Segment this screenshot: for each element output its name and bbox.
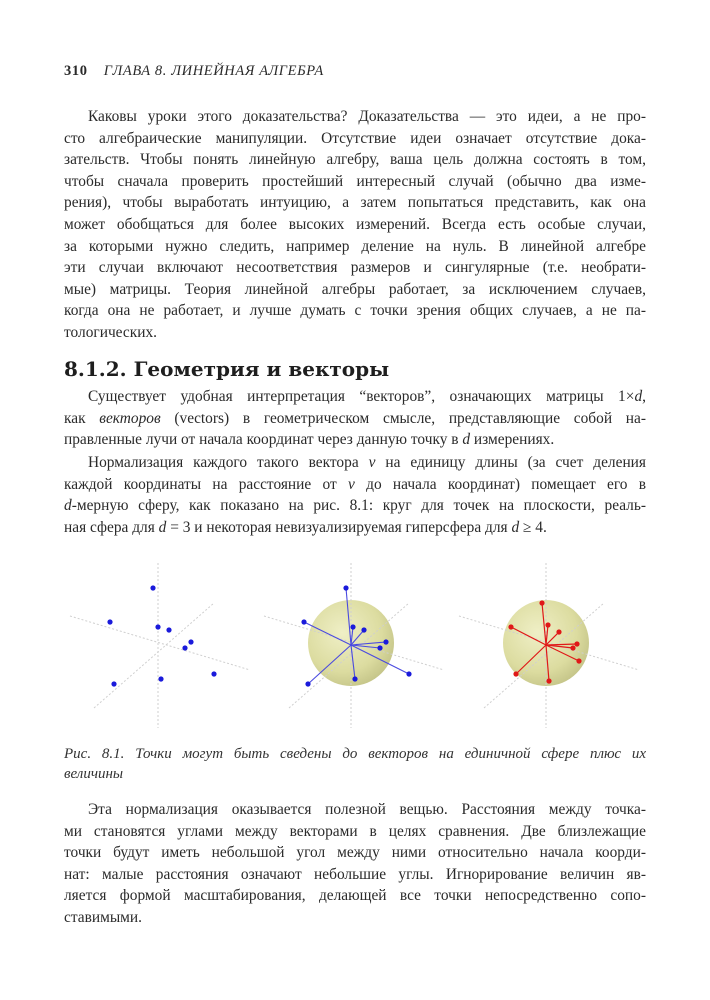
text-run: (vectors) в геометрическом смысле, представляющие собой на- bbox=[160, 409, 646, 427]
emphasis-term: векторов bbox=[99, 409, 161, 427]
text-line: тологических. bbox=[64, 323, 157, 341]
data-point bbox=[546, 678, 551, 683]
panel-normalized-on-sphere bbox=[459, 563, 639, 728]
figure-8-1 bbox=[64, 548, 646, 738]
data-point bbox=[352, 676, 357, 681]
caption-line: Рис. 8.1. Точки могут быть сведены до векторов на единичной сфере плюс их bbox=[64, 746, 646, 762]
text-line: Каковы уроки этого доказательства? Доказательства — это идеи, а не про- bbox=[88, 108, 646, 125]
text-run: до начала координат) помещает его в bbox=[354, 475, 647, 493]
text-line bbox=[64, 452, 646, 474]
data-point bbox=[305, 681, 310, 686]
text-line bbox=[64, 386, 646, 408]
text-run: ная сфера для bbox=[64, 518, 159, 536]
text-line: Эта нормализация оказывается полезной вещью. Расстояния между точка- bbox=[88, 801, 646, 818]
panel-raw-points bbox=[70, 563, 250, 728]
text-line: сто алгебраические манипуляции. Отсутствие идеи означает отсутствие дока- bbox=[64, 129, 646, 147]
text-line: нат: малые расстояния означают небольшие углы. Игнорирование величин яв- bbox=[64, 865, 646, 883]
text-line bbox=[64, 495, 646, 517]
data-point bbox=[211, 671, 216, 676]
data-point bbox=[377, 645, 382, 650]
data-point bbox=[158, 676, 163, 681]
math-variable: d bbox=[462, 431, 471, 449]
data-point bbox=[155, 624, 160, 629]
text-line: эти случаи включают несоответствия размеров и сингулярные (т.е. необрати- bbox=[64, 259, 646, 277]
paragraph-vector-interpretation bbox=[64, 386, 646, 451]
text-run: -мерную сферу, как показано на рис. 8.1: круг для точек на плоскости, реаль- bbox=[71, 497, 646, 515]
text-line: ставимыми. bbox=[64, 908, 142, 926]
data-point bbox=[545, 622, 550, 627]
data-point bbox=[556, 629, 561, 634]
text-line: точки будут иметь небольшой угол между ними относительно начала коорди- bbox=[64, 844, 646, 862]
text-run: = 3 и некоторая невизуализируемая гиперсфера для bbox=[166, 518, 512, 536]
figure-caption bbox=[64, 744, 646, 784]
panel-vectors-with-sphere bbox=[264, 563, 444, 728]
text-run: измерениях. bbox=[470, 431, 555, 449]
axis-line bbox=[70, 616, 250, 670]
data-point bbox=[539, 600, 544, 605]
text-line: ми становятся углами между векторами в целях сравнения. Две близлежащие bbox=[64, 822, 646, 840]
text-line: рения), чтобы выработать интуицию, а затем попытаться представить, как она bbox=[64, 194, 646, 212]
data-point bbox=[574, 641, 579, 646]
math-variable: d bbox=[634, 388, 643, 405]
data-point bbox=[150, 585, 155, 590]
math-variable: v bbox=[368, 454, 376, 471]
caption-line: величины bbox=[64, 766, 124, 782]
math-variable: d bbox=[511, 518, 520, 536]
data-point bbox=[513, 671, 518, 676]
data-point bbox=[570, 645, 575, 650]
section-heading: 8.1.2. Геометрия и векторы bbox=[64, 357, 390, 381]
data-point bbox=[576, 658, 581, 663]
data-point bbox=[350, 624, 355, 629]
text-line bbox=[64, 408, 646, 430]
math-variable: v bbox=[348, 475, 355, 493]
data-point bbox=[107, 619, 112, 624]
data-point bbox=[301, 619, 306, 624]
chapter-title: ГЛАВА 8. ЛИНЕЙНАЯ АЛГЕБРА bbox=[103, 63, 324, 79]
text-line: когда она не работает, и лучше думать с точки зрения общих случаев, а не па- bbox=[64, 302, 646, 320]
text-line: за которыми нужно следить, например деление на нуль. В линейной алгебре bbox=[64, 237, 646, 255]
text-run: каждой координаты на расстояние от bbox=[64, 475, 348, 493]
text-run: Существует удобная интерпретация “векторов”, означающих матрицы 1× bbox=[88, 388, 635, 405]
text-line bbox=[64, 517, 646, 539]
axis-line bbox=[94, 603, 214, 708]
data-point bbox=[361, 627, 366, 632]
text-line: чтобы сначала проверить простейший интересный случай (обычно два изме- bbox=[64, 172, 646, 190]
paragraph-normalization bbox=[64, 452, 646, 538]
math-variable: d bbox=[158, 518, 167, 536]
data-point bbox=[188, 639, 193, 644]
text-run: на единицу длины (за счет деления bbox=[375, 454, 646, 471]
text-line: мые) матрицы. Теория линейной алгебры работает, за исключением случаев, bbox=[64, 280, 646, 298]
text-run: ≥ 4. bbox=[519, 518, 547, 536]
data-point bbox=[508, 624, 513, 629]
text-line: ляется формой масштабирования, делающей все точки непосредственно сопо- bbox=[64, 887, 646, 905]
data-point bbox=[343, 585, 348, 590]
book-page bbox=[64, 0, 646, 1000]
data-point bbox=[111, 681, 116, 686]
page-number: 310 bbox=[64, 63, 88, 79]
text-run: как bbox=[64, 409, 100, 427]
figure-illustration bbox=[64, 548, 646, 738]
text-line: может обобщаться для более высоких измерений. Всегда есть особые случаи, bbox=[64, 215, 646, 233]
data-point bbox=[406, 671, 411, 676]
text-line bbox=[64, 429, 646, 451]
text-run: Нормализация каждого такого вектора bbox=[88, 454, 369, 471]
data-point bbox=[383, 639, 388, 644]
text-line: зательств. Чтобы понять линейную алгебру, ваша цель должна состоять в том, bbox=[64, 151, 646, 169]
paragraph-normalization-usefulness bbox=[64, 799, 646, 929]
data-point bbox=[166, 627, 171, 632]
text-line bbox=[64, 474, 646, 496]
data-point bbox=[182, 645, 187, 650]
running-head bbox=[64, 63, 324, 80]
text-run: правленные лучи от начала координат через данную точку в bbox=[64, 431, 463, 449]
math-variable: d bbox=[64, 497, 72, 515]
paragraph-proof-lessons bbox=[64, 106, 646, 344]
text-run: , bbox=[642, 388, 646, 405]
